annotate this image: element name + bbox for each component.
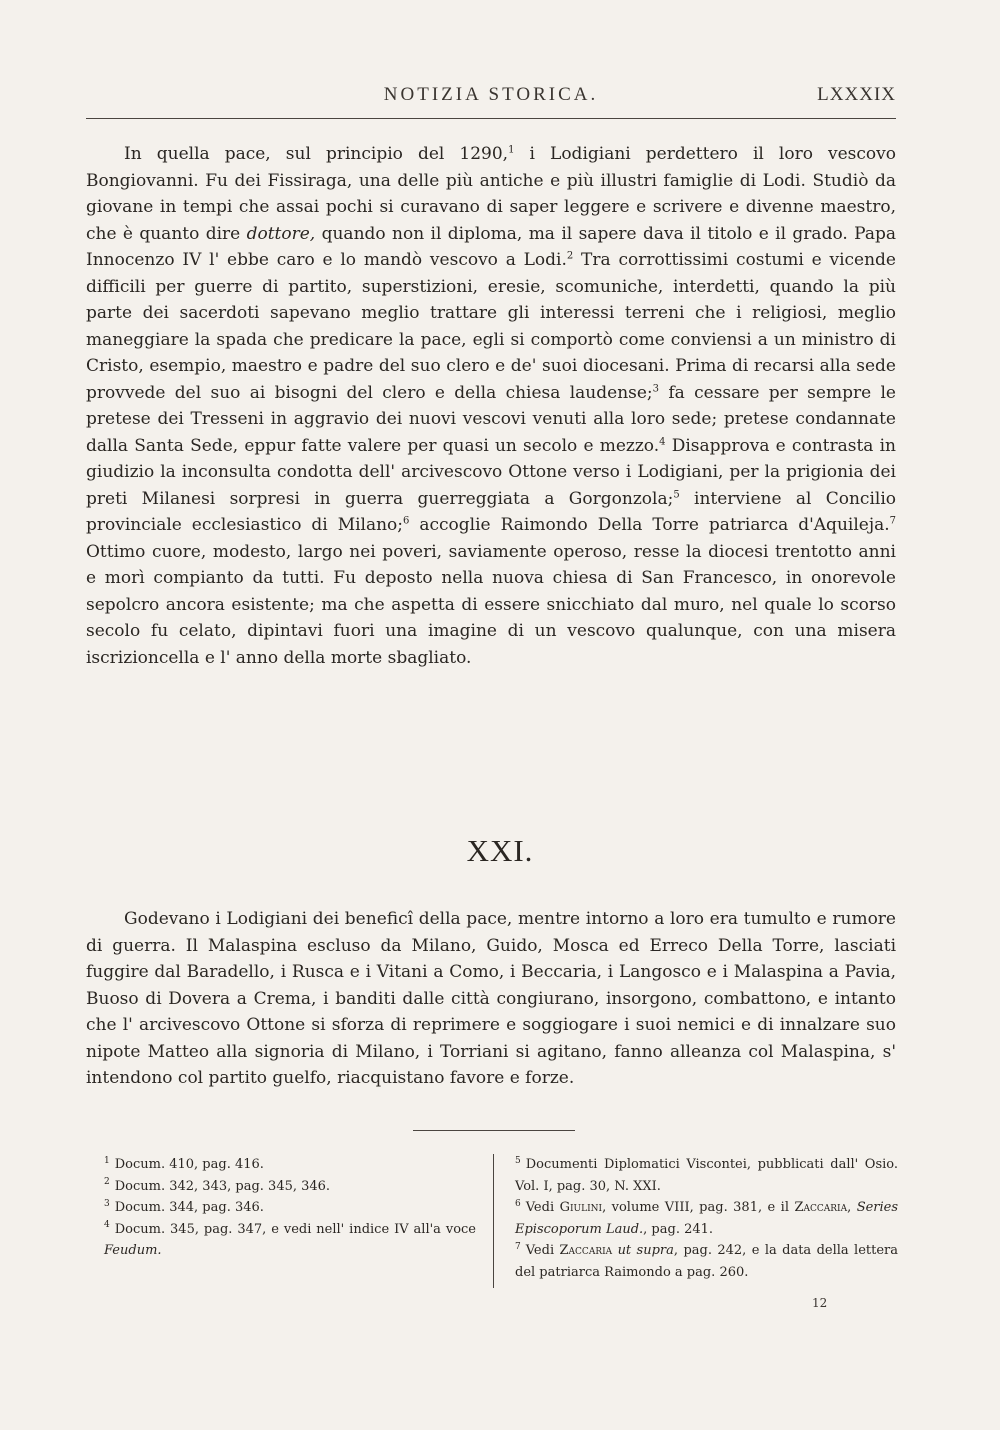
footnote — [104, 1219, 476, 1262]
running-title: NOTIZIA STORICA. — [383, 84, 599, 105]
footnote-text: Docum. 344, pag. 346. — [114, 1200, 264, 1215]
footnote-number: 5 — [515, 1155, 521, 1166]
footnote-text: Docum. 410, pag. 416. — [114, 1157, 264, 1172]
p1-text-1: In quella pace, sul principio del 1290, — [124, 144, 509, 164]
p1-text-7: interviene al Concilio provinciale ecclesiastico di Milano; — [86, 488, 897, 535]
footnote-number: 1 — [104, 1155, 110, 1166]
footnote-number: 6 — [515, 1198, 521, 1209]
paragraph-1 — [86, 141, 896, 671]
footnote-number: 7 — [515, 1241, 521, 1252]
footnote-ref-4: 4 — [659, 435, 666, 447]
footnote — [515, 1154, 898, 1197]
footnote-text: Documenti Diplomatici Viscontei, pubblicati dall' Osio. Vol. I, pag. 30, N. XXI. — [515, 1157, 898, 1194]
footnote-text: Vedi — [525, 1243, 560, 1258]
footnote-text: , — [847, 1200, 857, 1215]
section-heading: XXI. — [466, 833, 534, 868]
footnote-column-divider — [493, 1154, 494, 1288]
p1-text-9: Ottimo cuore, modesto, largo nei poveri, saviamente operoso, resse la diocesi trentotto anni e morì compianto da tutti. Fu deposto nella nuova chiesa di San Francesco, in onorevole sepolcro ancora esistente; ma che aspetta di essere snicchiato dal muro, nel quale lo scorso secolo fu celato, dipintavi fuori una imagine di un vescovo qualunque, con una misera iscrizioncella e l' anno della morte sbagliato. — [86, 541, 896, 668]
footnote-italic: ut supra — [617, 1243, 674, 1258]
footnote — [104, 1154, 476, 1176]
footnote-number: 3 — [104, 1198, 110, 1209]
author-name: Giulini — [559, 1200, 603, 1215]
author-name: Zaccaria — [559, 1243, 613, 1258]
footnote-text: , pag. 242, e la data della lettera del patriarca Raimondo a pag. 260. — [515, 1243, 899, 1280]
p1-text-3: quando non il diploma, ma il sapere dava il titolo e il grado. Papa Innocenzo IV l' ebbe caro e lo mandò vescovo a Lodi. — [86, 223, 896, 270]
p1-text-5: fa cessare per sempre le pretese dei Tresseni in aggravio dei nuovi vescovi venuti alla loro sede; pretese condannate dalla Santa Sede, eppur fatte valere per quasi un secolo e mezzo. — [86, 382, 896, 456]
footnote — [104, 1197, 476, 1219]
footnotes-right — [515, 1154, 898, 1283]
page-number: LXXXIX — [817, 84, 896, 105]
footnote-rule — [413, 1130, 575, 1131]
footnote-ref-7: 7 — [889, 515, 897, 527]
signature-mark: 12 — [812, 1296, 828, 1310]
p1-text-6: Disapprova e contrasta in giudizio la inconsulta condotta dell' arcivescovo Ottone verso i Lodigiani, per la prigionia dei preti Milanesi sorpresi in guerra guerreggiata a Gorgonzola; — [86, 435, 896, 509]
running-head — [86, 84, 896, 114]
footnote-ref-2: 2 — [566, 250, 574, 262]
footnote — [104, 1176, 476, 1198]
p1-text-4: Tra corrottissimi costumi e vicende difficili per guerre di partito, superstizioni, eresie, scomuniche, interdetti, quando la più parte dei sacerdoti sapevano meglio trattare gli interessi terreni che i religiosi, meglio maneggiare la spada che predicare la pace, egli si comportò come conviensi a un ministro di Cristo, esempio, maestro e padre del suo clero e de' suoi diocesani. Prima di recarsi alla sede provvede del suo ai bisogni del clero e della chiesa laudense; — [86, 250, 896, 403]
footnote-text: Docum. 342, 343, pag. 345, 346. — [114, 1178, 331, 1194]
p1-text-2: i Lodigiani perdettero il loro vescovo Bongiovanni. Fu dei Fissiraga, una delle più antiche e più illustri famiglie di Lodi. Studiò da giovane in tempi che assai pochi si curavano di saper leggere e scrivere e divenne maestro, che è quanto dire — [86, 144, 897, 244]
p1-text-8: accoglie Raimondo Della Torre patriarca d'Aquileja. — [409, 515, 890, 535]
paragraph-2: Godevano i Lodigiani dei beneficî della pace, mentre intorno a loro era tumulto e rumore di guerra. Il Malaspina escluso da Milano, Guido, Mosca ed Erreco Della Torre, lasciati fuggire dal Baradello, i Rusca e i Vitani a Como, i Beccaria, i Langosco e i Malaspina a Pavia, Buoso di Dovera a Crema, i banditi dalle città congiurano, insorgono, combattono, e intanto che l' arcivescovo Ottone si sforza di reprimere e soggiogare i suoi nemici e di innalzare suo nipote Matteo alla signoria di Milano, i Torriani si agitano, fanno alleanza col Malaspina, s' intendono col partito guelfo, riacquistano favore e forze. — [86, 909, 896, 1088]
header-rule — [86, 118, 896, 119]
footnote-number: 4 — [104, 1220, 110, 1231]
footnote-italic: Series Episcoporum Laud. — [515, 1200, 899, 1237]
p1-italic: dottore, — [246, 223, 316, 244]
author-name: Zaccaria — [794, 1200, 848, 1215]
footnote — [515, 1240, 898, 1283]
footnote-text: , volume VIII, pag. 381, e il — [602, 1200, 795, 1215]
footnote-number: 2 — [104, 1177, 110, 1188]
footnote-text: Vedi — [525, 1200, 560, 1215]
footnote — [515, 1197, 898, 1240]
footnote-text: Docum. 345, pag. 347, e vedi nell' indice IV all'a voce — [114, 1221, 476, 1237]
footnote-text: , pag. 241. — [643, 1221, 714, 1237]
footnote-ref-1: 1 — [508, 144, 515, 156]
footnote-ref-3: 3 — [652, 382, 660, 394]
footnote-ref-6: 6 — [403, 515, 410, 527]
footnotes-left — [104, 1154, 476, 1262]
footnote-italic: Feudum. — [104, 1243, 162, 1258]
footnote-ref-5: 5 — [673, 488, 680, 500]
